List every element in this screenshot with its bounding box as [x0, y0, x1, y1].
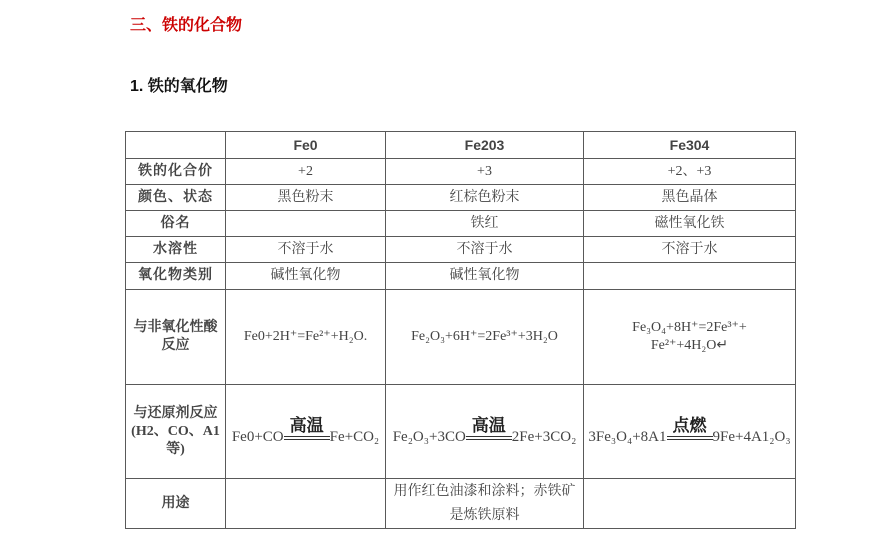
equation-line: Fe²⁺+4H₂O↵ [650, 338, 729, 353]
reaction-condition: 高温 [289, 415, 324, 435]
equation-reactants: Fe₂O₃+3CO [392, 428, 466, 445]
row-label-line: 与还原剂反应 [133, 405, 218, 421]
equation-products: Fe+CO₂ [329, 428, 380, 445]
equation-line: Fe0+2H⁺=Fe²⁺+H₂O. [243, 329, 368, 344]
reaction-equation [232, 417, 379, 446]
table-cell [584, 479, 796, 529]
table-row [126, 185, 796, 211]
row-label [126, 290, 226, 385]
table-cell: +2 [226, 159, 386, 185]
table-cell: 碱性氧化物 [386, 263, 584, 290]
table-row-uses [126, 479, 796, 529]
equation-line: Fe₃O₄+8H⁺=2Fe³⁺+ [632, 320, 747, 335]
table-row [126, 263, 796, 290]
reaction-equation [393, 417, 577, 446]
table-row [126, 159, 796, 185]
table-cell: 不溶于水 [226, 237, 386, 263]
table-corner-cell [126, 132, 226, 159]
equation-cell [584, 385, 796, 479]
double-equals-line [466, 436, 512, 440]
column-header: Fe0 [226, 132, 386, 159]
iron-oxides-table [125, 131, 796, 529]
table-cell: 黑色晶体 [584, 185, 796, 211]
row-label-line: (H2、CO、A1 [131, 423, 220, 439]
reaction-condition: 点燃 [672, 415, 707, 435]
table-cell [386, 479, 584, 529]
row-label: 水溶性 [126, 237, 226, 263]
table-row [126, 237, 796, 263]
table-cell: 黑色粉末 [226, 185, 386, 211]
table-header-row [126, 132, 796, 159]
section-heading: 三、铁的化合物 [130, 17, 243, 34]
equation-cell [584, 290, 796, 385]
double-equals-line [284, 436, 330, 440]
equation-cell [226, 385, 386, 479]
table-cell [226, 479, 386, 529]
table-cell: 不溶于水 [584, 237, 796, 263]
table-cell: 碱性氧化物 [226, 263, 386, 290]
table-cell: 磁性氧化铁 [584, 211, 796, 237]
reaction-condition-sign [284, 417, 330, 440]
double-equals-line [667, 436, 713, 440]
subsection-heading: 1. 铁的氧化物 [130, 78, 228, 95]
column-header: Fe203 [386, 132, 584, 159]
equation-cell [386, 385, 584, 479]
reaction-condition: 高温 [471, 415, 506, 435]
table-cell [226, 211, 386, 237]
table-row-acid-reaction [126, 290, 796, 385]
table-cell: 红棕色粉末 [386, 185, 584, 211]
reaction-condition-sign [667, 417, 713, 440]
row-label-line: 与非氧化性酸 [133, 320, 218, 335]
equation-line: Fe₂O₃+6H⁺=2Fe³⁺+3H₂O [411, 329, 558, 344]
table-cell [584, 263, 796, 290]
row-label: 氧化物类别 [126, 263, 226, 290]
row-label-line: 等) [166, 441, 185, 457]
column-header: Fe304 [584, 132, 796, 159]
uses-text: 用作红色油漆和涂料；赤铁矿是炼铁原料 [393, 483, 576, 523]
reaction-equation [588, 417, 790, 446]
reaction-condition-sign [466, 417, 512, 440]
equation-cell [386, 290, 584, 385]
equation-reactants: 3Fe₃O₄+8A1 [588, 428, 667, 445]
row-label: 颜色、状态 [126, 185, 226, 211]
equation-products: 2Fe+3CO₂ [511, 428, 577, 445]
table-cell: 不溶于水 [386, 237, 584, 263]
equation-products: 9Fe+4A1₂O₃ [712, 428, 791, 445]
table-cell: 铁红 [386, 211, 584, 237]
table-row-reductant-reaction [126, 385, 796, 479]
table-cell: +3 [386, 159, 584, 185]
row-label: 铁的化合价 [126, 159, 226, 185]
table-cell: +2、+3 [584, 159, 796, 185]
row-label-line: 反应 [161, 338, 190, 353]
table-row [126, 211, 796, 237]
equation-cell [226, 290, 386, 385]
equation-reactants: Fe0+CO [231, 428, 284, 445]
row-label [126, 385, 226, 479]
table-body [126, 132, 796, 529]
row-label: 俗名 [126, 211, 226, 237]
row-label: 用途 [126, 479, 226, 529]
